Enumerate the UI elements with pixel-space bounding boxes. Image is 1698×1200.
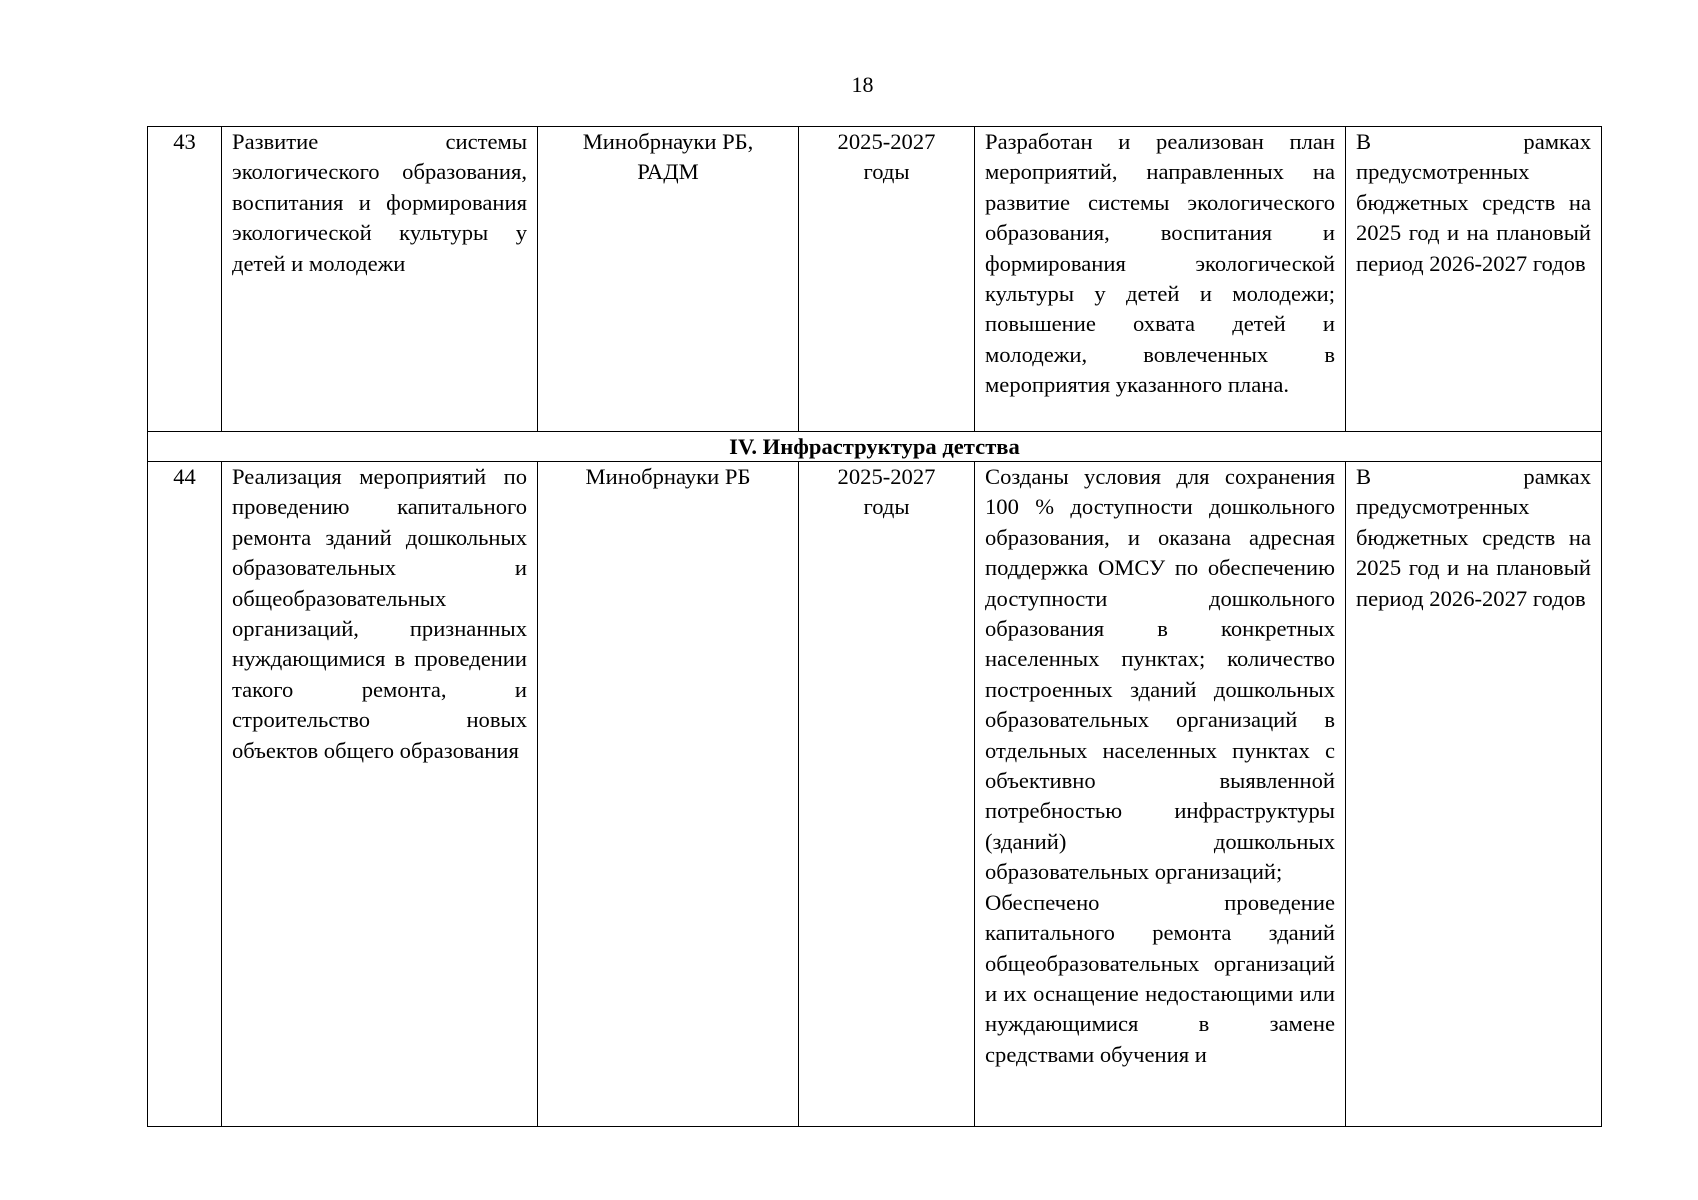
period-cell [799,127,975,432]
activity-name-cell: Развитие системы экологического образования, воспитания и формирования экологической культуры у детей и молодежи [222,127,538,432]
plan-table [147,126,1602,1127]
result-cell: Разработан и реализован план мероприятий, направленных на развитие системы экологического образования, воспитания и формирования экологической культуры у детей и молодежи; повышение охвата детей и молодежи, вовлеченных в мероприятия указанного плана. [975,127,1346,432]
row-number-cell: 43 [148,127,222,432]
period-unit: годы [863,159,910,185]
executor-line: РАДМ [637,159,699,185]
result-cell [975,462,1346,1127]
result-paragraph: Обеспечено проведение капитального ремонта зданий общеобразовательных организаций и их оснащение недостающими или нуждающимися в замене средствами обучения и [985,889,1335,1067]
table-row [148,127,1602,432]
executor-line: Минобрнауки РБ, [582,129,754,154]
executor-cell [538,127,799,432]
period-years: 2025-2027 [837,464,936,489]
page-number: 18 [851,72,874,97]
section-header-row [148,432,1602,462]
executor-cell [538,462,799,1127]
period-cell [799,462,975,1127]
funding-cell: В рамках предусмотренных бюджетных средств на 2025 год и на плановый период 2026-2027 годов [1346,127,1602,432]
funding-cell: В рамках предусмотренных бюджетных средств на 2025 год и на плановый период 2026-2027 годов [1346,462,1602,1127]
table-row [148,462,1602,1127]
period-years: 2025-2027 [837,129,936,154]
activity-name-cell: Реализация мероприятий по проведению капитального ремонта зданий дошкольных образовательных и общеобразовательных организаций, признанных нуждающимися в проведении такого ремонта, и строительство новых объектов общего образования [222,462,538,1127]
result-paragraph: Созданы условия для сохранения 100 % доступности дошкольного образования, и оказана адресная поддержка ОМСУ по обеспечению доступности дошкольного образования в конкретных населенных пунктах; количество построенных зданий дошкольных образовательных организаций в отдельных населенных пунктах с объективно выявленной потребностью инфраструктуры (зданий) дошкольных образовательных организаций; [985,464,1335,885]
executor-line: Минобрнауки РБ [585,464,751,489]
section-title: IV. Инфраструктура детства [148,432,1602,462]
row-number-cell: 44 [148,462,222,1127]
period-unit: годы [863,494,910,520]
